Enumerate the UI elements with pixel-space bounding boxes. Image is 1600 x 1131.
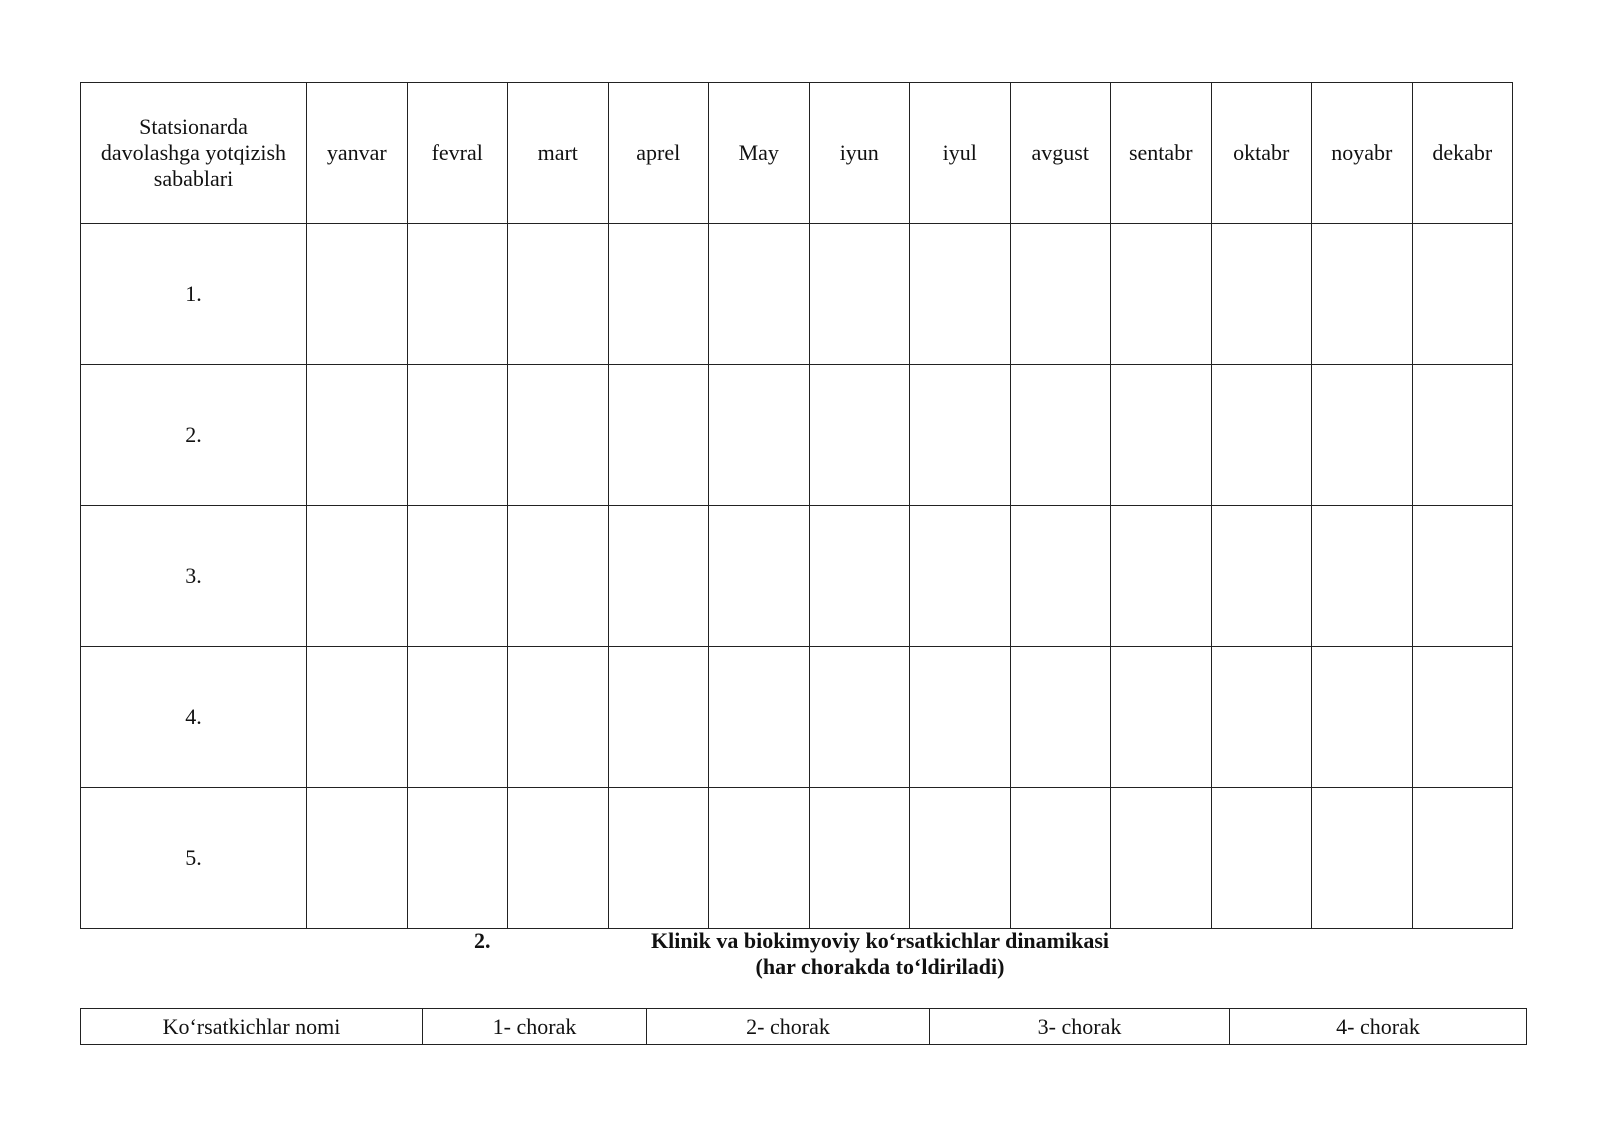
header-cell-month: fevral	[407, 83, 508, 224]
header-cell-month: mart	[508, 83, 609, 224]
data-cell[interactable]	[1412, 647, 1513, 788]
data-cell[interactable]	[307, 788, 408, 929]
row-number: 4.	[81, 647, 307, 788]
header-cell-quarter: 2- chorak	[647, 1009, 930, 1045]
table-row	[81, 224, 1513, 365]
data-cell[interactable]	[809, 647, 910, 788]
data-cell[interactable]	[407, 647, 508, 788]
row-number: 1.	[81, 224, 307, 365]
quarter-header-row	[81, 1009, 1527, 1045]
header-cell-quarter: 4- chorak	[1230, 1009, 1527, 1045]
header-cell-month: iyun	[809, 83, 910, 224]
data-cell[interactable]	[1312, 365, 1413, 506]
header-cell-quarter: 1- chorak	[423, 1009, 647, 1045]
header-cell-month: aprel	[608, 83, 709, 224]
data-cell[interactable]	[1111, 506, 1212, 647]
data-cell[interactable]	[1211, 788, 1312, 929]
section-title: Klinik va biokimyoviy ko‘rsatkichlar dinamikasi	[650, 928, 1110, 953]
data-cell[interactable]	[1111, 365, 1212, 506]
quarter-table	[80, 1008, 1527, 1045]
data-cell[interactable]	[1211, 506, 1312, 647]
data-cell[interactable]	[709, 506, 810, 647]
section-subtitle: (har chorakda to‘ldiriladi)	[755, 954, 1005, 979]
section-number: 2.	[474, 928, 491, 953]
data-cell[interactable]	[508, 506, 609, 647]
data-cell[interactable]	[407, 506, 508, 647]
row-number: 5.	[81, 788, 307, 929]
data-cell[interactable]	[1412, 365, 1513, 506]
data-cell[interactable]	[1111, 788, 1212, 929]
data-cell[interactable]	[1211, 224, 1312, 365]
data-cell[interactable]	[809, 506, 910, 647]
data-cell[interactable]	[508, 365, 609, 506]
header-row	[81, 83, 1513, 224]
header-cell-month: May	[709, 83, 810, 224]
data-cell[interactable]	[709, 365, 810, 506]
data-cell[interactable]	[709, 788, 810, 929]
data-cell[interactable]	[307, 224, 408, 365]
data-cell[interactable]	[910, 224, 1011, 365]
data-cell[interactable]	[709, 224, 810, 365]
data-cell[interactable]	[910, 788, 1011, 929]
table-row	[81, 365, 1513, 506]
data-cell[interactable]	[1312, 788, 1413, 929]
data-cell[interactable]	[1412, 224, 1513, 365]
data-cell[interactable]	[508, 224, 609, 365]
data-cell[interactable]	[709, 647, 810, 788]
header-cell-quarter: 3- chorak	[930, 1009, 1230, 1045]
data-cell[interactable]	[608, 365, 709, 506]
data-cell[interactable]	[407, 788, 508, 929]
header-cell-month: noyabr	[1312, 83, 1413, 224]
row-number: 2.	[81, 365, 307, 506]
data-cell[interactable]	[910, 647, 1011, 788]
data-cell[interactable]	[1010, 506, 1111, 647]
data-cell[interactable]	[1412, 788, 1513, 929]
section-heading	[80, 928, 1512, 984]
data-cell[interactable]	[1211, 647, 1312, 788]
data-cell[interactable]	[910, 365, 1011, 506]
table-row	[81, 647, 1513, 788]
data-cell[interactable]	[508, 647, 609, 788]
data-cell[interactable]	[1412, 506, 1513, 647]
header-cell-month: sentabr	[1111, 83, 1212, 224]
data-cell[interactable]	[307, 365, 408, 506]
data-cell[interactable]	[1312, 224, 1413, 365]
data-cell[interactable]	[1111, 224, 1212, 365]
header-cell-month: yanvar	[307, 83, 408, 224]
data-cell[interactable]	[809, 788, 910, 929]
data-cell[interactable]	[608, 224, 709, 365]
monthly-table	[80, 82, 1513, 929]
data-cell[interactable]	[809, 224, 910, 365]
data-cell[interactable]	[608, 788, 709, 929]
data-cell[interactable]	[809, 365, 910, 506]
header-cell-indicator-name: Ko‘rsatkichlar nomi	[81, 1009, 423, 1045]
data-cell[interactable]	[1010, 788, 1111, 929]
header-cell-month: iyul	[910, 83, 1011, 224]
table-row	[81, 788, 1513, 929]
data-cell[interactable]	[1010, 365, 1111, 506]
data-cell[interactable]	[307, 647, 408, 788]
data-cell[interactable]	[1111, 647, 1212, 788]
data-cell[interactable]	[910, 506, 1011, 647]
data-cell[interactable]	[307, 506, 408, 647]
data-cell[interactable]	[407, 224, 508, 365]
header-cell-month: dekabr	[1412, 83, 1513, 224]
data-cell[interactable]	[508, 788, 609, 929]
data-cell[interactable]	[1312, 647, 1413, 788]
data-cell[interactable]	[608, 647, 709, 788]
data-cell[interactable]	[1010, 224, 1111, 365]
data-cell[interactable]	[407, 365, 508, 506]
data-cell[interactable]	[1312, 506, 1413, 647]
header-cell-month: oktabr	[1211, 83, 1312, 224]
data-cell[interactable]	[1010, 647, 1111, 788]
data-cell[interactable]	[608, 506, 709, 647]
header-cell-reasons: Statsionarda davolashga yotqizish sabablari	[81, 83, 307, 224]
data-cell[interactable]	[1211, 365, 1312, 506]
header-cell-month: avgust	[1010, 83, 1111, 224]
table-row	[81, 506, 1513, 647]
row-number: 3.	[81, 506, 307, 647]
